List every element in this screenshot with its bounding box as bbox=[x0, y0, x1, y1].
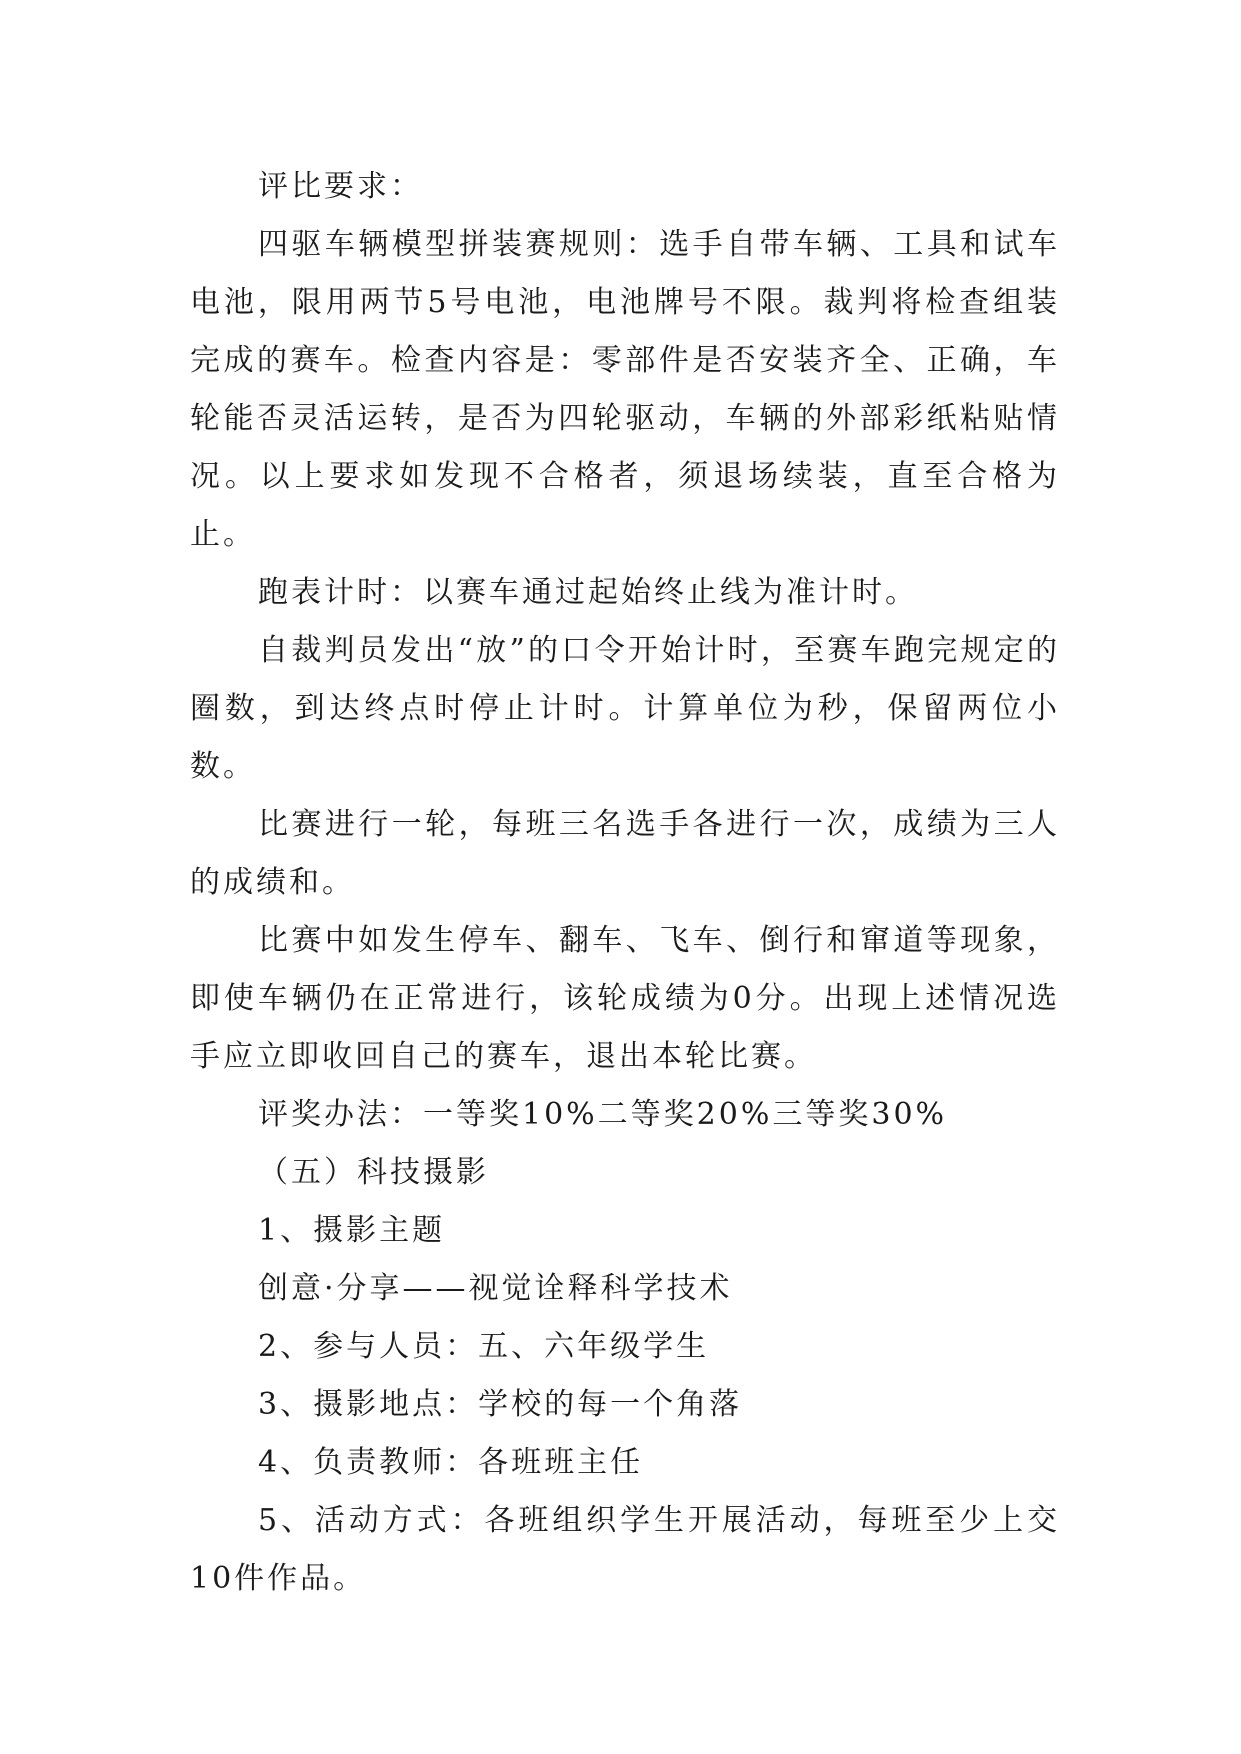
list-item-location: 3、摄影地点：学校的每一个角落 bbox=[258, 1387, 743, 1422]
paragraph-photo-theme-text: 创意·分享——视觉诠释科学技术 bbox=[258, 1271, 733, 1306]
list-item-teachers: 4、负责教师：各班班主任 bbox=[258, 1445, 644, 1480]
section-heading-tech-photography: （五）科技摄影 bbox=[258, 1155, 489, 1190]
list-item-participants: 2、参与人员：五、六年级学生 bbox=[258, 1329, 710, 1364]
list-item-activity-method: 5、活动方式：各班组织学生开展活动，每班至少上交10件作品。 bbox=[190, 1503, 1060, 1596]
paragraph-incidents: 比赛中如发生停车、翻车、飞车、倒行和窜道等现象，即使车辆仍在正常进行，该轮成绩为0分。出现上述情况选手应立即收回自己的赛车，退出本轮比赛。 bbox=[190, 923, 1060, 1074]
paragraph-award-method: 评奖办法：一等奖10%二等奖20%三等奖30% bbox=[258, 1097, 948, 1132]
paragraph-timing-details: 自裁判员发出“放”的口令开始计时，至赛车跑完规定的圈数，到达终点时停止计时。计算单位为秒，保留两位小数。 bbox=[190, 633, 1060, 784]
document-body bbox=[190, 158, 1060, 1608]
paragraph-stopwatch-timing: 跑表计时：以赛车通过起始终止线为准计时。 bbox=[258, 575, 918, 610]
paragraph-rounds: 比赛进行一轮，每班三名选手各进行一次，成绩为三人的成绩和。 bbox=[190, 807, 1060, 900]
list-item-photo-theme: 1、摄影主题 bbox=[258, 1213, 446, 1248]
paragraph-evaluation-requirements: 评比要求： bbox=[258, 169, 423, 204]
paragraph-assembly-rules: 四驱车辆模型拼装赛规则：选手自带车辆、工具和试车电池，限用两节5号电池，电池牌号不限。裁判将检查组装完成的赛车。检查内容是：零部件是否安装齐全、正确，车轮能否灵活运转，是否为四轮驱动，车辆的外部彩纸粘贴情况。以上要求如发现不合格者，须退场续装，直至合格为止。 bbox=[190, 227, 1060, 552]
